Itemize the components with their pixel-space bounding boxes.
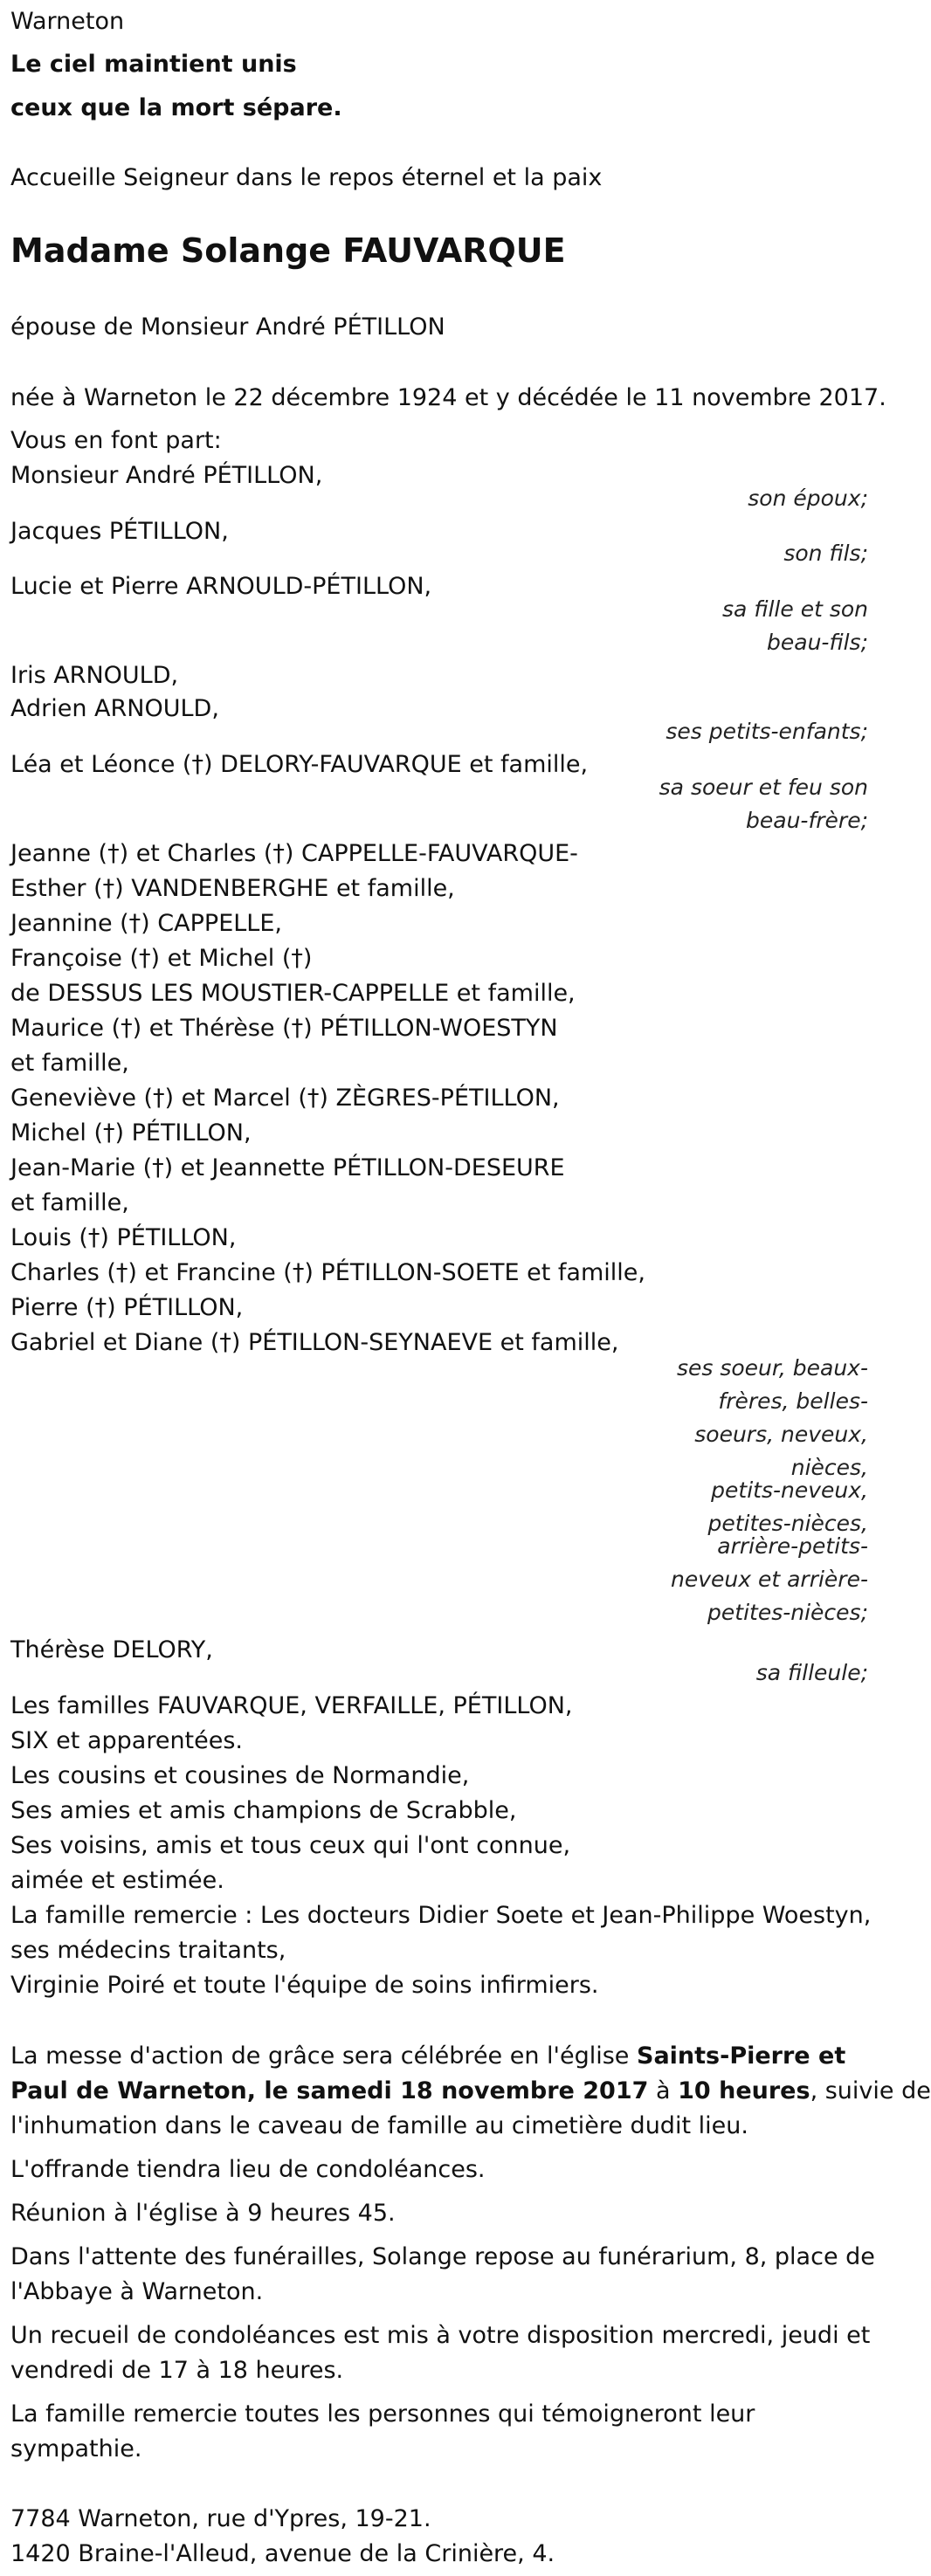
- family-relation: petits-neveux,: [711, 1477, 868, 1503]
- family-name: Monsieur André PÉTILLON,: [10, 462, 323, 489]
- register-line: Un recueil de condoléances est mis à votre disposition mercredi, jeudi et: [10, 2322, 871, 2349]
- family-relation: frères, belles-: [718, 1388, 868, 1414]
- ceremony-church: Saints-Pierre et: [637, 2042, 846, 2070]
- ceremony-text: , suivie de: [810, 2077, 931, 2104]
- family-name: Pierre (†) PÉTILLON,: [10, 1294, 244, 1321]
- family-name: de DESSUS LES MOUSTIER-CAPPELLE et famille,: [10, 980, 576, 1007]
- address-line: 7784 Warneton, rue d'Ypres, 19-21.: [10, 2505, 431, 2532]
- family-name: Jeannine (†) CAPPELLE,: [10, 910, 282, 937]
- family-relation: nièces,: [790, 1455, 868, 1480]
- others-line: SIX et apparentées.: [10, 1727, 244, 1754]
- prayer: Accueille Seigneur dans le repos éternel et la paix: [10, 164, 603, 191]
- others-line: Ses voisins, amis et tous ceux qui l'ont connue,: [10, 1832, 571, 1859]
- family-relation: sa filleule;: [755, 1660, 868, 1685]
- ceremony-time: 10 heures: [678, 2077, 810, 2104]
- ceremony-line: [10, 2075, 931, 2108]
- family-relation: petites-nièces;: [707, 1600, 868, 1625]
- family-name: Jeanne (†) et Charles (†) CAPPELLE-FAUVARQUE-: [10, 840, 578, 867]
- family-name: Esther (†) VANDENBERGHE et famille,: [10, 875, 455, 902]
- family-name: Françoise (†) et Michel (†): [10, 945, 313, 972]
- others-line: Ses amies et amis champions de Scrabble,: [10, 1797, 517, 1824]
- family-name: Geneviève (†) et Marcel (†) ZÈGRES-PÉTILLON,: [10, 1085, 560, 1112]
- family-name: et famille,: [10, 1189, 129, 1216]
- register-line: vendredi de 17 à 18 heures.: [10, 2357, 344, 2384]
- rest-line: Dans l'attente des funérailles, Solange repose au funérarium, 8, place de: [10, 2243, 875, 2270]
- family-relation: ses soeur, beaux-: [676, 1355, 868, 1381]
- family-name: Léa et Léonce (†) DELORY-FAUVARQUE et famille,: [10, 751, 589, 778]
- family-relation: beau-fils;: [767, 630, 868, 655]
- family-name: Gabriel et Diane (†) PÉTILLON-SEYNAEVE et famille,: [10, 1329, 619, 1356]
- family-name: Charles (†) et Francine (†) PÉTILLON-SOETE et famille,: [10, 1259, 645, 1286]
- others-line: ses médecins traitants,: [10, 1937, 286, 1964]
- family-relation: ses petits-enfants;: [665, 719, 868, 744]
- family-relation: neveux et arrière-: [670, 1567, 868, 1592]
- family-relation: son époux;: [748, 486, 868, 511]
- place-name: Warneton: [10, 8, 125, 35]
- family-relation: sa soeur et feu son: [659, 775, 868, 800]
- family-relation: son fils;: [783, 541, 868, 566]
- verse-line-2: ceux que la mort sépare.: [10, 94, 342, 121]
- others-line: aimée et estimée.: [10, 1867, 224, 1894]
- family-name: Jacques PÉTILLON,: [10, 518, 229, 545]
- announcement-intro: Vous en font part:: [10, 427, 222, 454]
- verse-line-1: Le ciel maintient unis: [10, 51, 297, 78]
- ceremony-date: Paul de Warneton, le samedi 18 novembre 2017: [10, 2077, 649, 2104]
- family-relation: soeurs, neveux,: [694, 1422, 868, 1447]
- address-line: 1420 Braine-l'Alleud, avenue de la Crinière, 4.: [10, 2540, 555, 2567]
- family-relation: arrière-petits-: [717, 1533, 868, 1559]
- family-relation: sa fille et son: [722, 596, 868, 622]
- rest-line: l'Abbaye à Warneton.: [10, 2278, 264, 2305]
- family-relation: petites-nièces,: [707, 1511, 868, 1536]
- deceased-name: Madame Solange FAUVARQUE: [10, 231, 566, 270]
- others-line: Les familles FAUVARQUE, VERFAILLE, PÉTILLON,: [10, 1692, 573, 1719]
- family-name: Thérèse DELORY,: [10, 1636, 213, 1663]
- spouse-line: épouse de Monsieur André PÉTILLON: [10, 313, 445, 341]
- family-name: Louis (†) PÉTILLON,: [10, 1224, 237, 1251]
- offering-line: L'offrande tiendra lieu de condoléances.: [10, 2156, 486, 2183]
- family-name: Jean-Marie (†) et Jeannette PÉTILLON-DESEURE: [10, 1154, 565, 1181]
- others-line: Virginie Poiré et toute l'équipe de soins infirmiers.: [10, 1972, 599, 1999]
- ceremony-line: [10, 2040, 868, 2073]
- family-name: Michel (†) PÉTILLON,: [10, 1119, 252, 1147]
- family-name: Adrien ARNOULD,: [10, 695, 219, 722]
- meeting-line: Réunion à l'église à 9 heures 45.: [10, 2200, 396, 2227]
- ceremony-line: l'inhumation dans le caveau de famille au cimetière dudit lieu.: [10, 2112, 748, 2139]
- others-line: La famille remercie : Les docteurs Didier Soete et Jean-Philippe Woestyn,: [10, 1902, 872, 1929]
- others-line: Les cousins et cousines de Normandie,: [10, 1762, 470, 1789]
- family-name: Maurice (†) et Thérèse (†) PÉTILLON-WOESTYN: [10, 1015, 558, 1042]
- ceremony-text: La messe d'action de grâce sera célébrée en l'église: [10, 2042, 637, 2070]
- thanks-line: La famille remercie toutes les personnes qui témoigneront leur: [10, 2400, 755, 2428]
- ceremony-text: à: [648, 2077, 679, 2104]
- thanks-line: sympathie.: [10, 2435, 142, 2462]
- birth-death-line: née à Warneton le 22 décembre 1924 et y décédée le 11 novembre 2017.: [10, 384, 886, 411]
- family-name: Lucie et Pierre ARNOULD-PÉTILLON,: [10, 573, 432, 600]
- family-name: Iris ARNOULD,: [10, 662, 179, 689]
- family-relation: beau-frère;: [746, 808, 868, 833]
- family-name: et famille,: [10, 1050, 129, 1077]
